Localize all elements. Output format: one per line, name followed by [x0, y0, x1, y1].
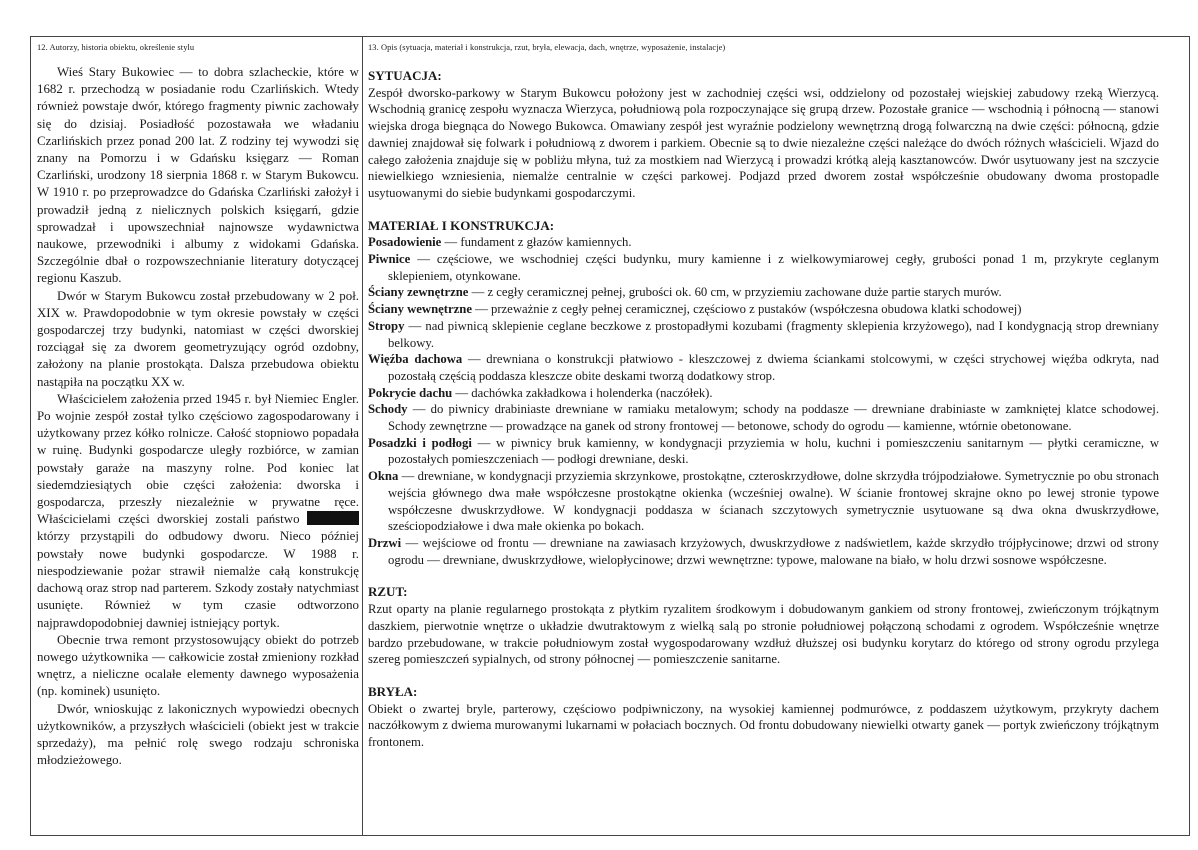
- material-item-text: — do piwnicy drabiniaste drewniane w ramiaku metalowym; schody na poddasze — drewniane drabiniaste w zamkniętej klatce schodowej. Schody zewnętrzne — prowadzące na ganek od strony frontowej — betonowe, schody do ogrodu — kamienne, wtórnie obetonowane.: [388, 402, 1159, 434]
- material-item: [368, 468, 1159, 535]
- material-item-label: Drzwi: [368, 535, 402, 550]
- material-item-label: Posadowienie: [368, 235, 442, 250]
- material-item-label: Więźba dachowa: [368, 352, 463, 367]
- history-paragraph-1: Wieś Stary Bukowiec — to dobra szlacheckie, które w 1682 r. przechodzą w posiadanie rodu Czarlińskich. Wtedy również powstaje dwór, którego fragmenty piwnic zachowały się do dzisiaj. Posiadłość pozostawała we władaniu Czarlińskich przez ponad 200 lat. Z rodziny tej wywodzi się znany na Pomorzu i w Gdańsku księgarz — Roman Czarliński, urodzony 18 sierpnia 1868 r. w Starym Bukowcu. W 1910 r. po przeprowadzce do Gdańska Czarliński założył i prowadził jedną z nielicznych polskich księgarń, gdzie sprowadzał i upowszechniał najnowsze wydawnictwa naukowe, przewodniki i albumy z widokami Gdańska. Szczególnie dbał o rozpowszechnianie literatury dotyczącej regionu Kaszub.: [37, 65, 359, 286]
- material-item-text: — wejściowe od frontu — drewniane na zawiasach krzyżowych, dwuskrzydłowe z nadświetlem, każde skrzydło trójpłycinowe; drzwi od strony ogrodu — drewniane, dwuskrzydłowe, wielopłycinowe; drzwi wewnętrzne: typowe, malowane na biało, w holu drzwi sosnowe współczesne.: [388, 535, 1159, 567]
- material-heading: MATERIAŁ I KONSTRUKCJA:: [368, 217, 555, 233]
- material-item: [368, 351, 1159, 384]
- material-item-label: Posadzki i podłogi: [368, 435, 472, 450]
- material-item-label: Ściany zewnętrzne: [368, 285, 469, 300]
- section-13-header: 13. Opis (sytuacja, materiał i konstrukcja, rzut, bryła, elewacja, dach, wnętrze, wyposażenie, instalacje): [368, 43, 726, 52]
- bryla-text: Obiekt o zwartej bryle, parterowy, częściowo podpiwniczony, na wysokiej kamiennej podmurówce, z poddaszem użytkowym, przykryty dachem naczółkowym z dwiema murowanymi lukarnami w połaciach bocznych. Od frontu dobudowany niewielki otwarty ganek — portyk zwieńczony trójkątnym frontonem.: [368, 701, 1159, 750]
- material-item: [368, 284, 1159, 301]
- history-paragraph-2: Dwór w Starym Bukowcu został przebudowany w 2 poł. XIX w. Prawdopodobnie w tym okresie powstały w części gospodarczej trzy budynki, natomiast w części dworskiej rozciągał się za dworem geometryzujący ogród ozdobny, założony na planie prostokąta. Dalsza przebudowa obiektu nastąpiła na początku XX w.: [37, 288, 359, 389]
- material-item: [368, 234, 1159, 251]
- material-item: [368, 385, 1159, 402]
- material-item: [368, 301, 1159, 318]
- material-item-label: Pokrycie dachu: [368, 385, 453, 400]
- sytuacja-heading: SYTUACJA:: [368, 68, 442, 83]
- sytuacja-text: Zespół dworsko-parkowy w Starym Bukowcu położony jest w zachodniej części wsi, oddzielony od pozostałej wiejskiej zabudowy rzeką Wierzycą. Wschodnią granicę zespołu wyznacza Wierzyca, południową pola rozpoczynające się grupą drzew. Pozostałe granice — wschodnią i północną — stanowi wiejska droga biegnąca do Nowego Bukowca. Omawiany zespół jest wyraźnie podzielony wewnętrzną drogą folwarczną na dwie części: północną, gdzie dawniej znajdował się folwark i południową z dworem i parkiem. Obecnie są to dwie niezależne części należące do dwóch różnych właścicieli. Wjazd do całego założenia znajduje się w pobliżu młyna, tuż za mostkiem nad Wierzycą i prowadzi krótką aleją kasztanowców. Dwór usytuowany jest na szczycie niewielkiego wzniesienia, niemalże centralnie w części parkowej. Podjazd przed dworem został współcześnie obudowany dwoma prostopadle usytuowanymi do siebie budynkami gospodarczymi.: [368, 85, 1159, 200]
- column-divider: [362, 36, 363, 836]
- material-item-text: — z cegły ceramicznej pełnej, grubości ok. 60 cm, w przyziemiu zachowane duże partie starych murów.: [468, 285, 1002, 300]
- material-item-text: — przeważnie z cegły pełnej ceramicznej, częściowo z pustaków (współczesna obudowa klatki schodowej): [471, 302, 1022, 317]
- history-paragraph-3-part-b: którzy przystąpili do odbudowy dworu. Nieco później powstały nowe budynki gospodarcze. W 1988 r. niespodziewanie pożar strawił niemalże całą konstrukcję dachową oraz strop nad parterem. Szkody zostały natychmiast usunięte. Również w tym czasie odtworzono najprawdopodobniej dawniej istniejący portyk.: [37, 529, 359, 630]
- material-item: [368, 318, 1159, 351]
- history-paragraph-3-part-a: Właścicielem założenia przed 1945 r. był Niemiec Engler. Po wojnie zespół został tylko częściowo zagospodarowany i użytkowany przez kółko rolnicze. Całość stopniowo popadała w ruinę. Budynki gospodarcze uległy rozbiórce, w zamian powstały garaże na maszyny rolne. Pod koniec lat siedemdziesiątych obie części założenia: dworska i gospodarcza, przeszły niezależnie w prywatne ręce. Właścicielami części dworskiej zostali państwo: [37, 391, 359, 527]
- history-paragraph-5: Dwór, wnioskując z lakonicznych wypowiedzi obecnych użytkowników, a przyszłych właścicieli (obiekt jest w trakcie sprzedaży), ma pełnić rolę swego rodzaju schroniska młodzieżowego.: [37, 701, 359, 768]
- bryla-heading: BRYŁA:: [368, 683, 418, 699]
- history-column: [37, 64, 359, 769]
- material-item: [368, 435, 1159, 468]
- material-item-text: — dachówka zakładkowa i holenderka (naczółek).: [452, 385, 713, 400]
- rzut-text: Rzut oparty na planie regularnego prostokąta z płytkim ryzalitem środkowym i dobudowanym gankiem od strony frontowej, zwieńczonym trójkątnym daszkiem, pierwotnie wnętrze o układzie dwutraktowym z wielką salą po stronie południowej połączoną schodami z ogrodem. Współcześnie wnętrze bardzo przebudowane, w trakcie południowym został wygospodarowany wzdłuż dłuższej osi budynku korytarz do którego od strony ogrodu przylega szereg pomieszczeń sypialnych, od strony północnej — pomieszczenie sanitarne.: [368, 602, 1159, 667]
- rzut-heading: RZUT:: [368, 584, 408, 600]
- material-item: [368, 535, 1159, 568]
- material-item-label: Schody: [368, 402, 408, 417]
- material-item-label: Piwnice: [368, 252, 411, 267]
- material-item-text: — nad piwnicą sklepienie ceglane beczkowe z prostopadłymi kozubami (fragmenty sklepienia krzyżowego), nad I kondygnacją strop drewniany belkowy.: [388, 318, 1159, 350]
- redaction-bar: [307, 511, 359, 525]
- material-item-text: — drewniana o konstrukcji płatwiowo - kleszczowej z dwiema ściankami stolcowymi, w części strychowej więźba odkryta, nad pozostałą częścią poddasza kleszcze obite deskami tworzą dodatkowy strop.: [388, 352, 1159, 383]
- material-item-text: — w piwnicy bruk kamienny, w kondygnacji przyziemia w holu, kuchni i pomieszczeniu sanitarnym — płytki ceramiczne, w pozostałych pomieszczeniach — podłogi drewniane, deski.: [388, 435, 1159, 467]
- history-paragraph-4: Obecnie trwa remont przystosowujący obiekt do potrzeb nowego użytkownika — całkowicie został zmieniony rozkład wnętrz, a nieliczne ocalałe elementy dawnego wyposażenia (np. kominek) usunięto.: [37, 632, 359, 699]
- material-item-label: Stropy: [368, 318, 405, 333]
- material-item-text: — drewniane, w kondygnacji przyziemia skrzynkowe, prostokątne, czteroskrzydłowe, dolne skrzydła trójpodziałowe. Symetrycznie po obu stronach wejścia głównego dwa małe współczesne prostokątne okienka (wcześniej owalne). W ścianie frontowej skrajne okno po lewej stronie typowe współczesne dwuskrzydłowe. W kondygnacji poddasza w ścianach szczytowych symetrycznie usytuowane są dwa okna dwuskrzydłowe, sześciopodziałowe i dwa małe okienka po bokach.: [388, 469, 1159, 534]
- material-item-text: — fundament z głazów kamiennych.: [441, 235, 632, 250]
- description-column: [368, 68, 1159, 751]
- material-item: [368, 401, 1159, 434]
- material-item-text: — częściowe, we wschodniej części budynku, mury kamienne i z wielkowymiarowej cegły, grubości ponad 1 m, przykryte ceglanym sklepieniem, otynkowane.: [388, 252, 1159, 283]
- material-item-label: Okna: [368, 469, 399, 484]
- history-paragraph-3: [37, 391, 359, 632]
- section-12-header: 12. Autorzy, historia obiektu, określenie stylu: [37, 43, 195, 52]
- material-item: [368, 251, 1159, 284]
- material-item-label: Ściany wewnętrzne: [368, 302, 472, 317]
